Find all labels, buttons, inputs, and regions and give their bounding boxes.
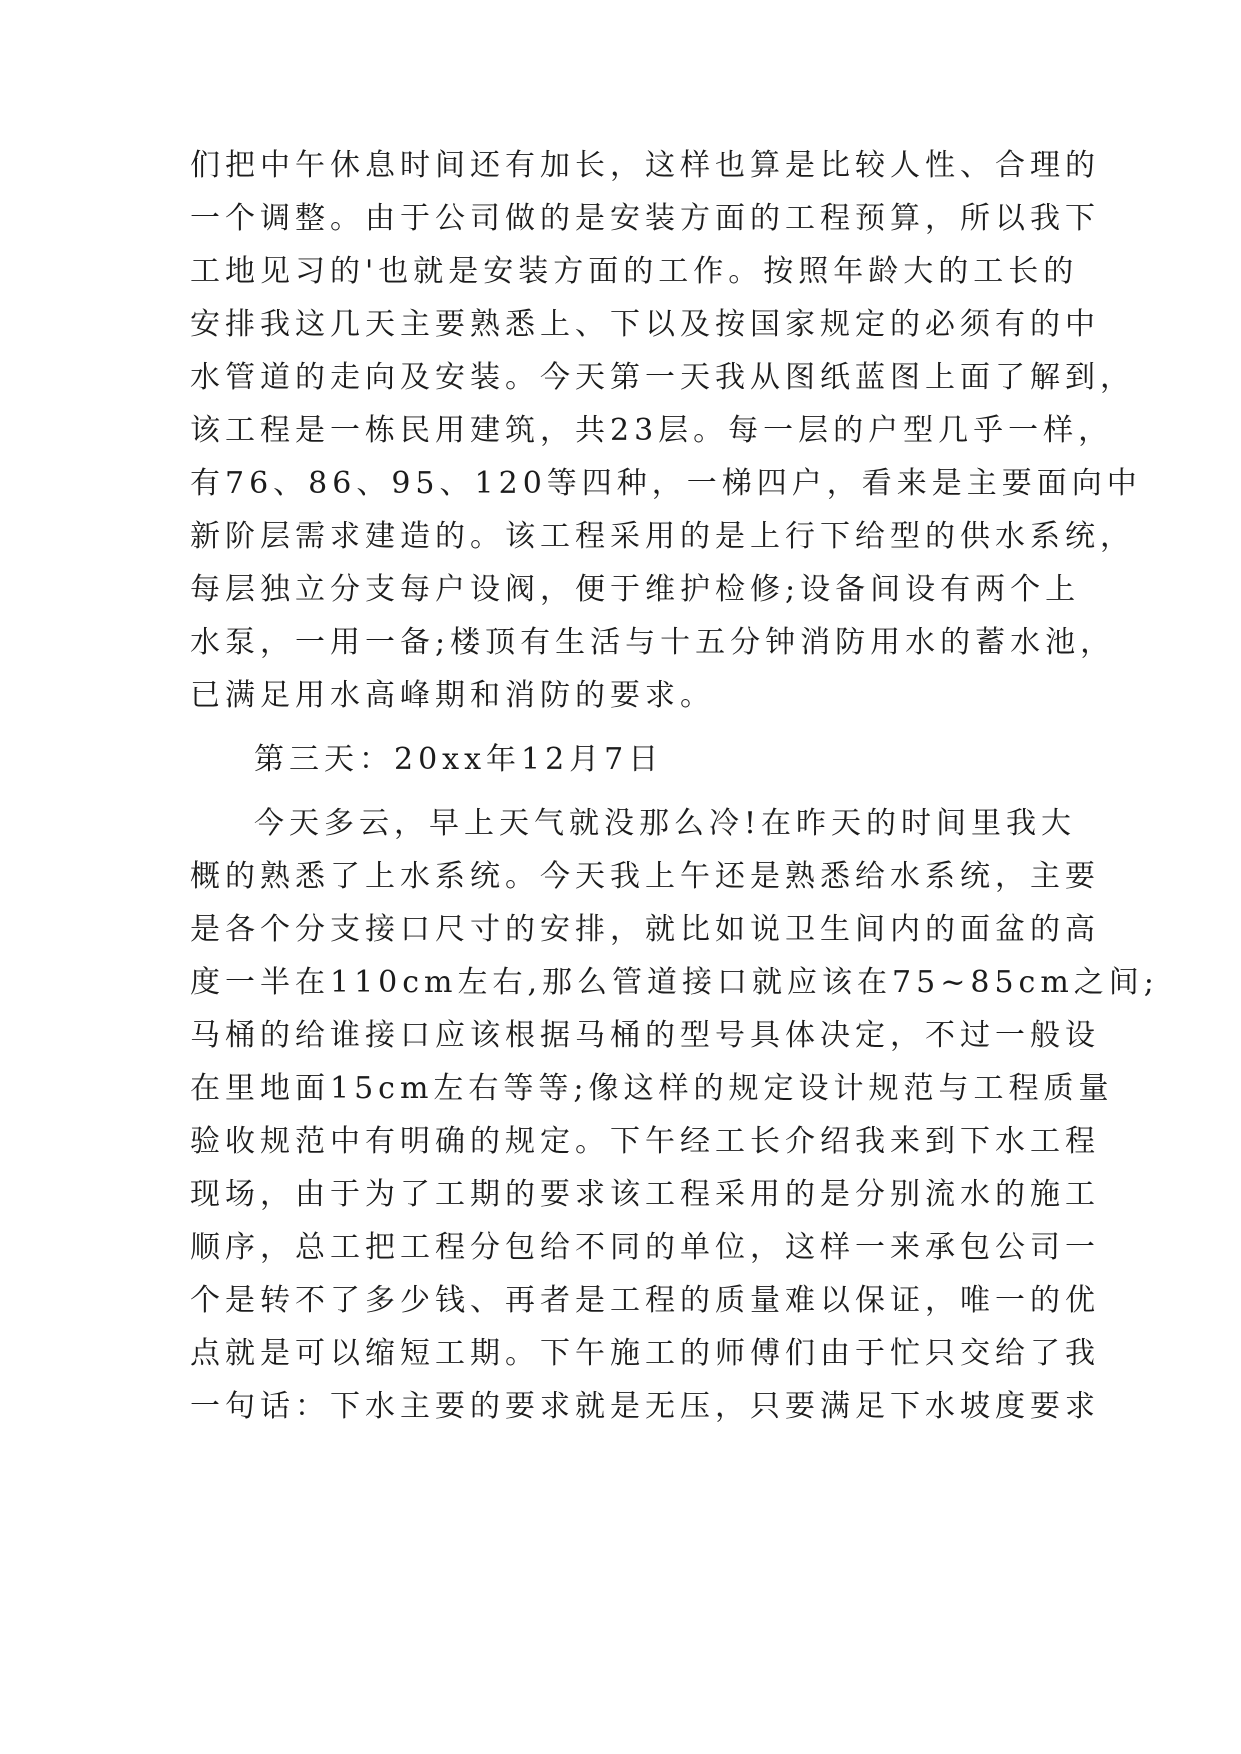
text-line: 在里地面15cm左右等等;像这样的规定设计规范与工程质量 — [190, 1071, 1114, 1106]
text-line: 度一半在110cm左右,那么管道接口就应该在75~85cm之间; — [190, 965, 1159, 1000]
text-line: 是各个分支接口尺寸的安排，就比如说卫生间内的面盆的高 — [190, 912, 1100, 947]
text-line: 概的熟悉了上水系统。今天我上午还是熟悉给水系统，主要 — [190, 859, 1100, 894]
text-line: 工地见习的'也就是安装方面的工作。按照年龄大的工长的 — [190, 254, 1079, 289]
text-line: 该工程是一栋民用建筑，共23层。每一层的户型几乎一样， — [190, 413, 1114, 448]
text-line: 马桶的给谁接口应该根据马桶的型号具体决定，不过一般设 — [190, 1018, 1100, 1053]
text-line: 一句话：下水主要的要求就是无压，只要满足下水坡度要求 — [190, 1389, 1100, 1424]
text-line: 水管道的走向及安装。今天第一天我从图纸蓝图上面了解到， — [190, 360, 1135, 395]
text-line: 个是转不了多少钱、再者是工程的质量难以保证，唯一的优 — [190, 1283, 1100, 1318]
text-line: 水泵，一用一备;楼顶有生活与十五分钟消防用水的蓄水池， — [190, 625, 1116, 660]
text-line: 验收规范中有明确的规定。下午经工长介绍我来到下水工程 — [190, 1124, 1100, 1159]
text-line: 安排我这几天主要熟悉上、下以及按国家规定的必须有的中 — [190, 307, 1100, 342]
text-line: 已满足用水高峰期和消防的要求。 — [190, 678, 715, 713]
text-line: 顺序，总工把工程分包给不同的单位，这样一来承包公司一 — [190, 1230, 1100, 1265]
text-line: 今天多云，早上天气就没那么冷!在昨天的时间里我大 — [254, 806, 1077, 841]
day-heading: 第三天：20xx年12月7日 — [254, 742, 664, 777]
text-line: 现场，由于为了工期的要求该工程采用的是分别流水的施工 — [190, 1177, 1100, 1212]
text-line: 新阶层需求建造的。该工程采用的是上行下给型的供水系统， — [190, 519, 1135, 554]
text-line: 们把中午休息时间还有加长，这样也算是比较人性、合理的 — [190, 148, 1100, 183]
text-line: 有76、86、95、120等四种，一梯四户，看来是主要面向中 — [190, 466, 1142, 501]
text-line: 点就是可以缩短工期。下午施工的师傅们由于忙只交给了我 — [190, 1336, 1100, 1371]
text-line: 每层独立分支每户设阀，便于维护检修;设备间设有两个上 — [190, 572, 1081, 607]
text-line: 一个调整。由于公司做的是安装方面的工程预算，所以我下 — [190, 201, 1100, 236]
